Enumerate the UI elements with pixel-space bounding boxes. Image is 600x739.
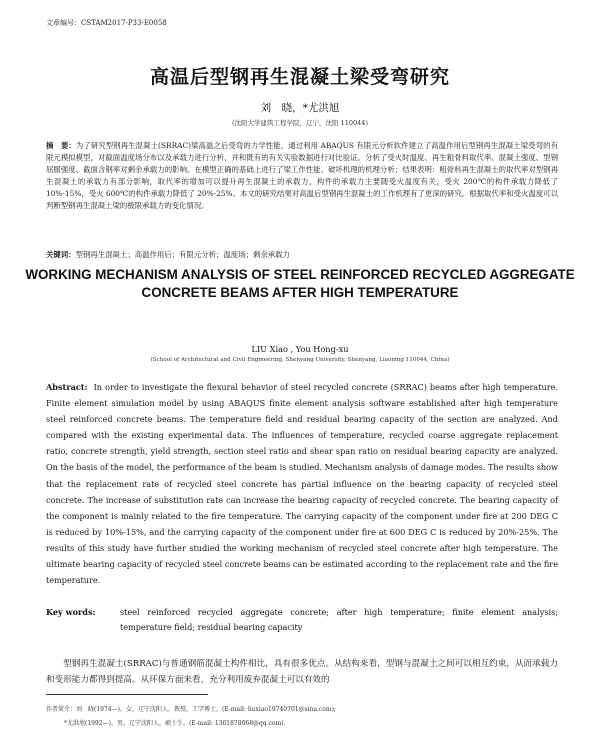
article-id: 文章编号：CSTAM2017-P33-E0058	[46, 19, 167, 27]
english-affiliation: (School of Architectural and Civil Engineering, Shenyang University, Shenyang, Liaoning 110044, China)	[150, 357, 450, 363]
english-abstract-text: In order to investigate the flexural behavior of steel recycled concrete (SRRAC) beams after high temperature. Finite element simulation model by using ABAQUS finite element analysis software established after high temperature steel reinforced concrete beams. The temperature field and residual bearing capacity of the section are analyzed. And compared with the existing experimental data. The influences of temperature, recycled coarse aggregate replacement ratio, concrete strength, yield strength, section steel ratio and shear span ratio on residual bearing capacity are analyzed. On the basis of the model, the performance of the beam is studied. Mechanism analysis of damage modes. The results show that the replacement rate of recycled steel concrete has partial influence on the bearing capacity of recycled steel concrete. The increase of substitution rate can increase the bearing capacity of recycled concrete. The bearing capacity of the component is mainly related to the fire temperature. The carrying capacity of the component under fire at 200 DEG C is reduced by 10%-15%, and the carrying capacity of the component under fire at 600 DEG C is reduced by 20%-25%. The results of this study have further studied the working mechanism of recycled steel concrete after high temperature. The ultimate bearing capacity of recycled steel concrete beams can be estimated according to the replacement rate and the fire temperature.	[46, 382, 558, 586]
body-paragraph: 型钢再生混凝土(SRRAC)与普通钢筋混凝土构件相比，具有很多优点。从结构来看，型钢与混凝土之间可以相互约束，从而承载力和变形能力都得到提高。从环保方面来看，充分利用废弃混凝土可以有效的	[46, 659, 558, 685]
chinese-title: 高温后型钢再生混凝土梁受弯研究	[149, 66, 450, 88]
chinese-abstract-text: 为了研究型钢再生混凝土(SRRAC)梁高温之后受弯的力学性能，通过利用 ABAQUS 有限元分析软件建立了高温作用后型钢再生混凝土梁受弯的有限元模拟模型，对截面温度场分布以及承载力进行分析，并和既有的有关实验数据进行对比验证。分析了受火时温度、再生粗骨料取代率、混凝土强度、型钢屈服强度、截面含钢率对剩余承载力的影响。在模型正确的基础上进行了梁工作性能、破坏机理的机理分析；结果表明：粗骨料再生混凝土的取代率对型钢再生混凝土的承载力有部分影响，取代率的增加可以提升再生混凝土的承载力，构件的承载力主要随受火温度有关，受火 200℃的构件承载力降低了10%-15%，受火 600℃的构件承载力降低了 20%-25%。本文的研究结果对高温后型钢再生混凝土的工作机理有了更深的研究。根据取代率和受火温度可以判断型钢再生混凝土梁的极限承载力的变化情况。	[46, 141, 558, 210]
english-keywords-label: Key words:	[46, 607, 96, 617]
footnote-divider	[46, 694, 208, 695]
chinese-keywords-text: 型钢再生混凝土；高温作用后；有限元分析；温度场；剩余承载力	[75, 250, 290, 259]
footnote-author-2: *尤洪旭(1992—)，男，辽宁沈阳人，硕士生。(E-mail: 1361878068@qq.com).	[64, 720, 286, 727]
chinese-authors: 刘 晓，*尤洪旭	[260, 102, 340, 114]
english-abstract	[46, 379, 558, 588]
english-authors: LIU Xiao , You Hong-xu	[251, 344, 349, 354]
chinese-keywords-label: 关键词：	[46, 250, 76, 259]
footnote-author-1: 作者简介：刘 晓(1974—)，女，辽宁沈阳人，教授，工学博士。(E-mail: liuxiao19740701@sina.com);	[46, 706, 336, 713]
english-title: WORKING MECHANISM ANALYSIS OF STEEL REINFORCED RECYCLED AGGREGATE CONCRETE BEAMS AFTER HIGH TEMPERATURE	[25, 267, 575, 300]
chinese-abstract	[46, 140, 558, 211]
english-keywords	[46, 605, 558, 635]
chinese-keywords	[46, 249, 558, 260]
english-abstract-label: Abstract:	[46, 382, 88, 392]
chinese-abstract-label: 摘 要：	[46, 141, 76, 150]
chinese-affiliation: (沈阳大学建筑工程学院，辽宁，沈阳 110044)	[232, 119, 368, 127]
english-keywords-text: steel reinforced recycled aggregate concrete; after high temperature; finite element analysis; temperature field; residual bearing capacity	[120, 607, 558, 632]
